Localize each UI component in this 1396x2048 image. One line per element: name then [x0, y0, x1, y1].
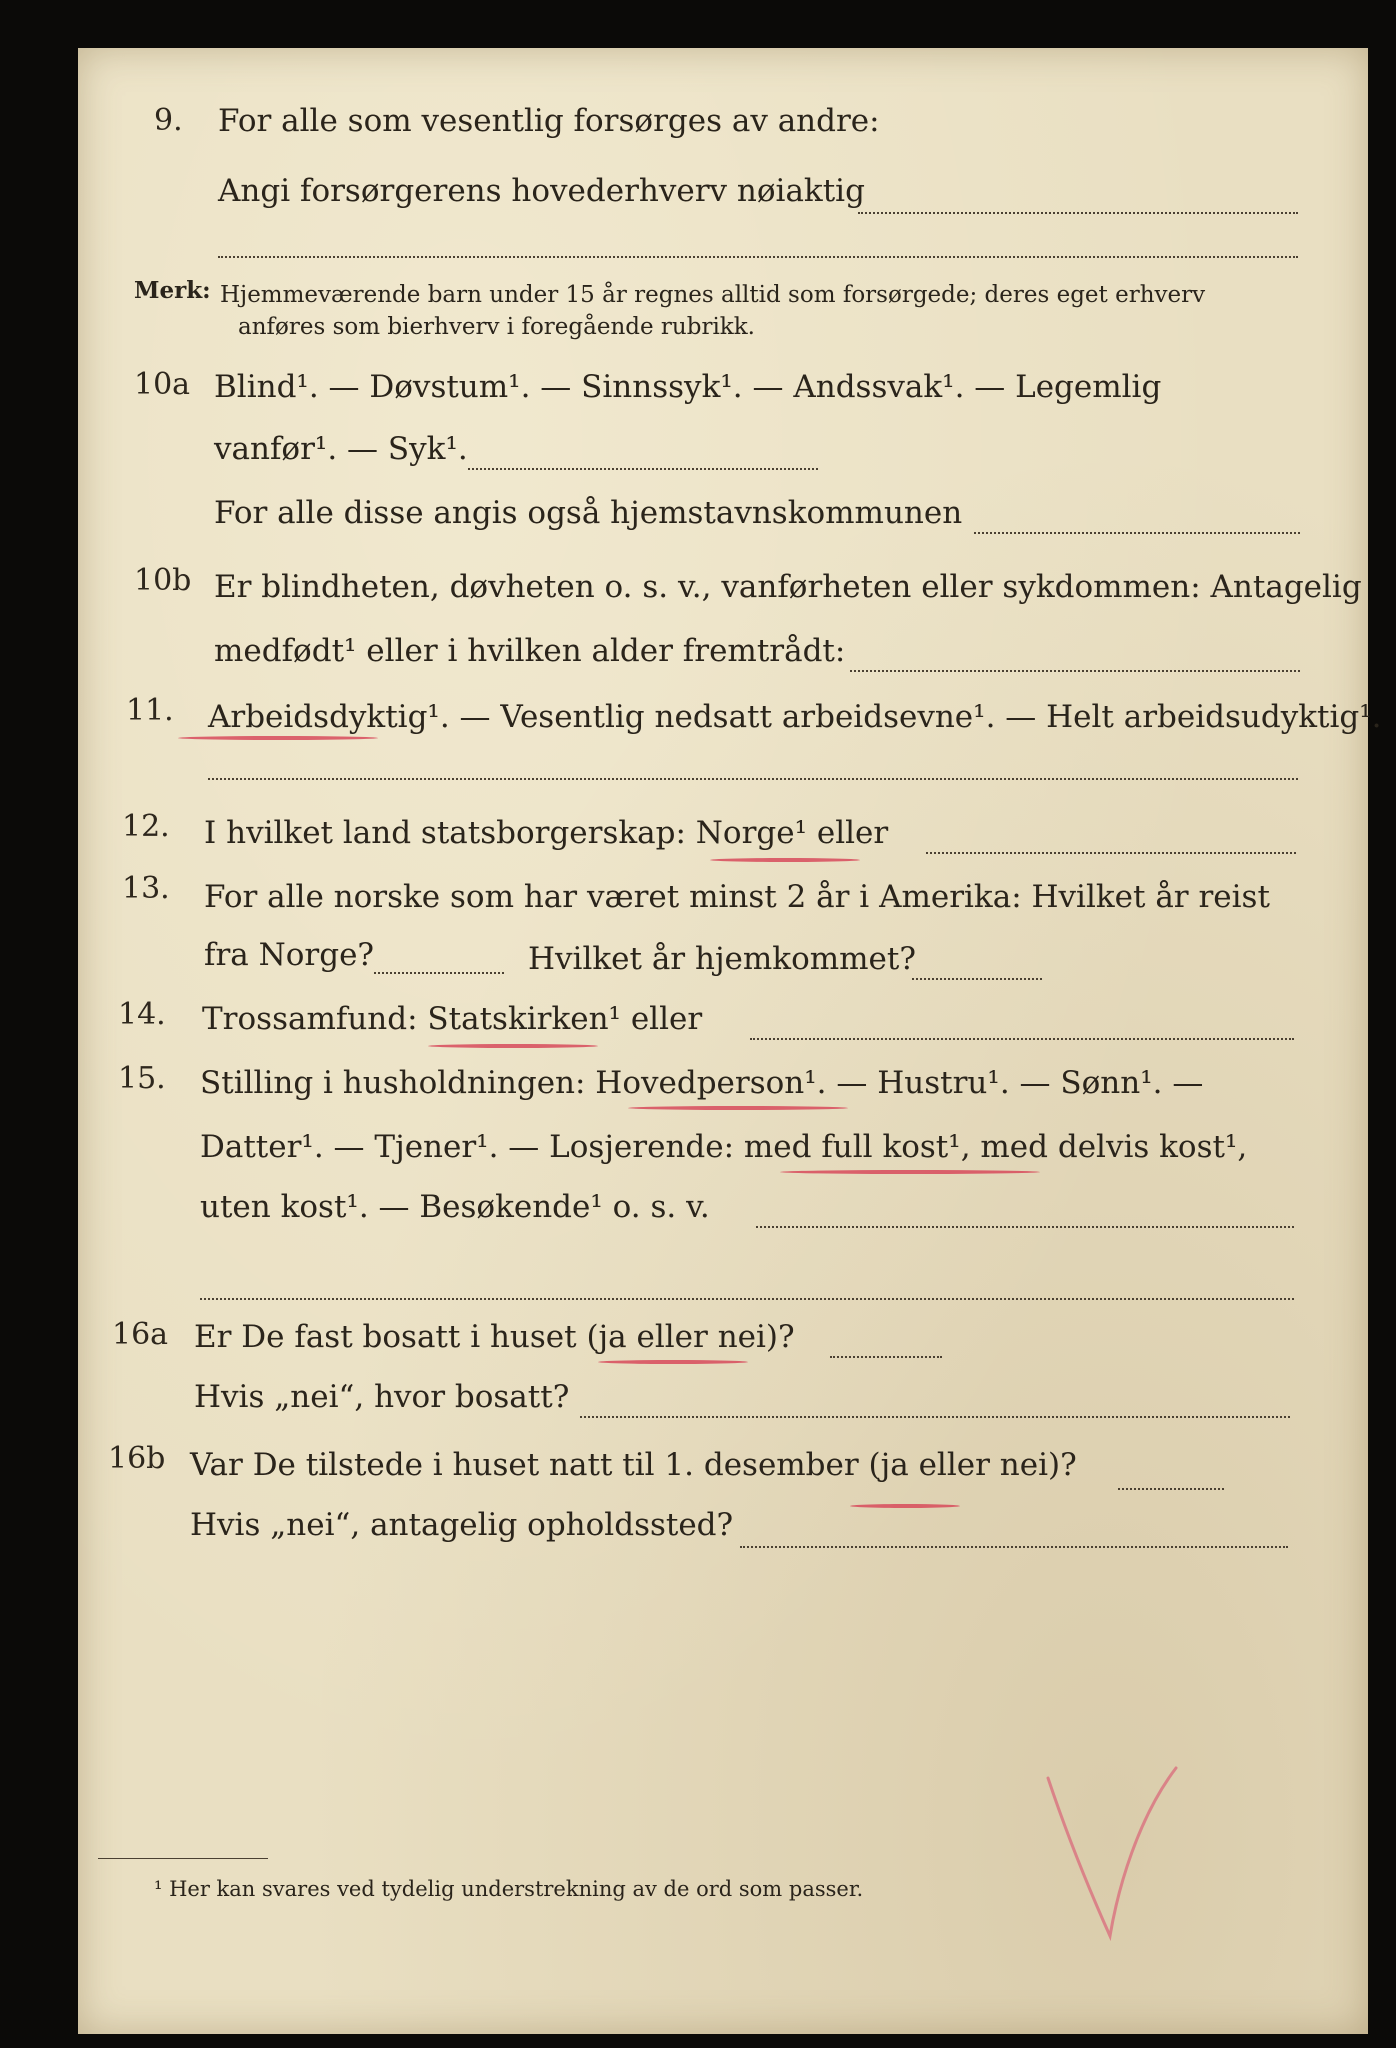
q16b-line2: Hvis „nei“, antagelig opholdssted? — [190, 1507, 734, 1543]
q10a-line3: For alle disse angis også hjemstavnskommunen — [214, 495, 963, 531]
q9-number: 9. — [154, 103, 183, 138]
q9-line2: Angi forsørgerens hovederhverv nøiaktig — [218, 173, 865, 209]
q9-line1: For alle som vesentlig forsørges av andre: — [218, 103, 880, 139]
red-underline-arbeidsdyktig — [178, 736, 378, 740]
q12-answer-line[interactable] — [926, 852, 1296, 854]
q10b-answer-line[interactable] — [850, 670, 1300, 672]
q13-line1: For alle norske som har været minst 2 år i Amerika: Hvilket år reist — [204, 879, 1270, 915]
merk-line2: anføres som bierhverv i foregående rubrikk. — [238, 314, 755, 340]
q14-number: 14. — [118, 997, 166, 1032]
q9-answer-line[interactable] — [858, 212, 1298, 214]
q10a-number: 10a — [134, 367, 191, 402]
q16b-line1: Var De tilstede i huset natt til 1. desember (ja eller nei)? — [190, 1447, 1077, 1483]
merk-label: Merk: — [134, 277, 211, 304]
q16a-answer-line[interactable] — [830, 1356, 942, 1358]
q16a-residence-line[interactable] — [580, 1416, 1290, 1418]
q14-line1: Trossamfund: Statskirken¹ eller — [202, 1001, 703, 1037]
q15-number: 15. — [118, 1061, 166, 1096]
red-underline-statskirken — [428, 1044, 598, 1048]
red-underline-ja-16b — [850, 1504, 960, 1508]
q13-return-year-line[interactable] — [912, 978, 1042, 980]
red-underline-ja — [598, 1360, 748, 1364]
q16a-line1: Er De fast bosatt i huset (ja eller nei)? — [194, 1319, 795, 1355]
q15-line1: Stilling i husholdningen: Hovedperson¹. — Hustru¹. — Sønn¹. — — [200, 1065, 1204, 1101]
q15-answer-line-2[interactable] — [200, 1298, 1294, 1300]
red-underline-med-full-kost — [780, 1170, 1040, 1174]
q16b-whereabouts-line[interactable] — [740, 1546, 1288, 1548]
footnote-rule — [98, 1858, 268, 1859]
q13-left-year-line[interactable] — [374, 972, 504, 974]
census-form-page — [78, 48, 1382, 2034]
q13-line2a: fra Norge? — [204, 937, 375, 973]
q12-line1: I hvilket land statsborgerskap: Norge¹ eller — [204, 815, 889, 851]
q12-number: 12. — [122, 809, 170, 844]
q10a-line1: Blind¹. — Døvstum¹. — Sinnssyk¹. — Andssvak¹. — Legemlig — [214, 369, 1162, 405]
q16b-number: 16b — [108, 1441, 166, 1476]
q16b-answer-line[interactable] — [1118, 1488, 1224, 1490]
q11-line1: Arbeidsdyktig¹. — Vesentlig nedsatt arbeidsevne¹. — Helt arbeidsudyktig¹. — [208, 699, 1382, 735]
footnote-text: ¹ Her kan svares ved tydelig understrekning av de ord som passer. — [154, 1877, 864, 1901]
q15-line3: uten kost¹. — Besøkende¹ o. s. v. — [200, 1189, 710, 1225]
q10b-line1: Er blindheten, døvheten o. s. v., vanførheten eller sykdommen: Antagelig — [214, 569, 1362, 605]
q9-answer-line-2[interactable] — [218, 256, 1298, 258]
red-underline-norge — [710, 858, 860, 862]
q10a-line2: vanfør¹. — Syk¹. — [214, 431, 468, 467]
red-underline-hovedperson — [628, 1106, 848, 1110]
q10a-answer-line[interactable] — [468, 468, 818, 470]
red-check-mark-icon — [1038, 1758, 1188, 1948]
q16a-number: 16a — [112, 1317, 169, 1352]
q10a-home-municipality-line[interactable] — [974, 532, 1300, 534]
q13-number: 13. — [122, 871, 170, 906]
q15-line2: Datter¹. — Tjener¹. — Losjerende: med full kost¹, med delvis kost¹, — [200, 1129, 1248, 1165]
q13-line2b: Hvilket år hjemkommet? — [528, 941, 916, 977]
merk-line1: Hjemmeværende barn under 15 år regnes alltid som forsørgede; deres eget erhverv — [220, 282, 1206, 308]
q11-number: 11. — [126, 693, 174, 728]
q11-answer-line[interactable] — [208, 778, 1298, 780]
q15-answer-line[interactable] — [756, 1226, 1294, 1228]
q10b-line2: medfødt¹ eller i hvilken alder fremtrådt: — [214, 633, 846, 669]
q16a-line2: Hvis „nei“, hvor bosatt? — [194, 1379, 570, 1415]
q14-answer-line[interactable] — [750, 1038, 1294, 1040]
q10b-number: 10b — [134, 563, 192, 598]
